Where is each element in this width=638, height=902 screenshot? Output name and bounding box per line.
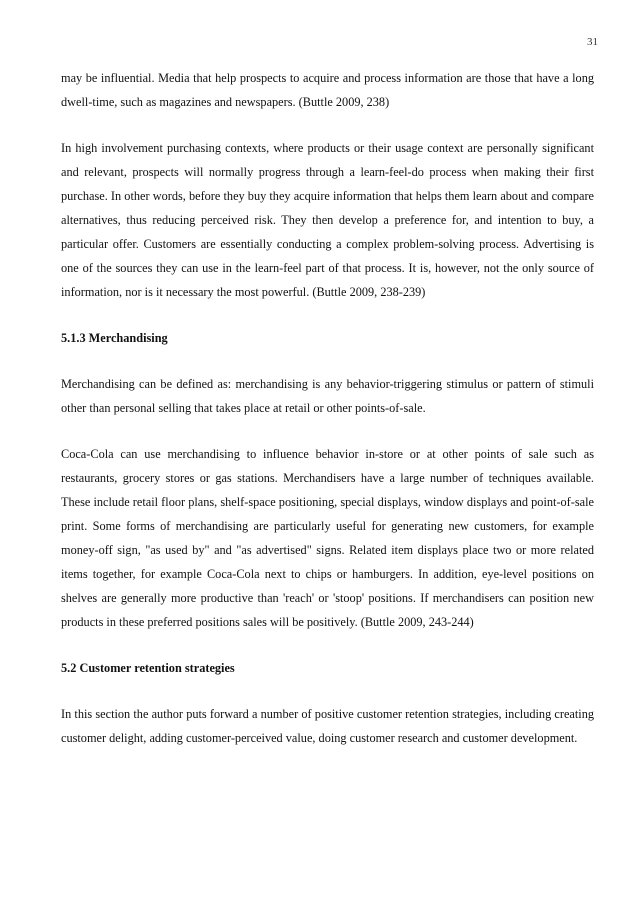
paragraph-gap	[61, 680, 594, 702]
paragraph-gap	[61, 114, 594, 136]
section-heading-merchandising: 5.1.3 Merchandising	[61, 331, 168, 345]
paragraph-high-involvement: In high involvement purchasing contexts, where products or their usage context are personally significant and relevant, prospects will normally progress through a learn-feel-do process when making their first purchase. In other words, before they buy they acquire information that helps them learn about and compare alternatives, thus reducing perceived risk. They then develop a preference for, and intention to buy, a particular offer. Customers are essentially conducting a complex problem-solving process. Advertising is one of the sources they can use in the learn-feel part of that process. It is, however, not the only source of information, nor is it necessary the most powerful. (Buttle 2009, 238-239)	[61, 141, 594, 299]
page-number: 31	[587, 36, 598, 48]
paragraph-media-influence: may be influential. Media that help prospects to acquire and process information are those that have a long dwell-time, such as magazines and newspapers. (Buttle 2009, 238)	[61, 71, 594, 109]
paragraph-retention-intro: In this section the author puts forward a number of positive customer retention strategies, including creating customer delight, adding customer-perceived value, doing customer research and customer development.	[61, 707, 594, 745]
paragraph-gap	[61, 350, 594, 372]
paragraph-gap	[61, 420, 594, 442]
paragraph-merchandising-definition: Merchandising can be defined as: merchandising is any behavior-triggering stimulus or pattern of stimuli other than personal selling that takes place at retail or other points-of-sale.	[61, 377, 594, 415]
paragraph-gap	[61, 634, 594, 656]
document-body	[61, 66, 594, 750]
section-heading-retention-strategies: 5.2 Customer retention strategies	[61, 661, 235, 675]
paragraph-gap	[61, 304, 594, 326]
paragraph-coca-cola-merchandising: Coca-Cola can use merchandising to influence behavior in-store or at other points of sale such as restaurants, grocery stores or gas stations. Merchandisers have a large number of techniques available. These include retail floor plans, shelf-space positioning, special displays, window displays and point-of-sale print. Some forms of merchandising are particularly useful for generating new customers, for example money-off sign, "as used by" and "as advertised" signs. Related item displays place two or more related items together, for example Coca-Cola next to chips or hamburgers. In addition, eye-level positions on shelves are generally more productive than 'reach' or 'stoop' positions. If merchandisers can position new products in these preferred positions sales will be positively. (Buttle 2009, 243-244)	[61, 447, 594, 629]
